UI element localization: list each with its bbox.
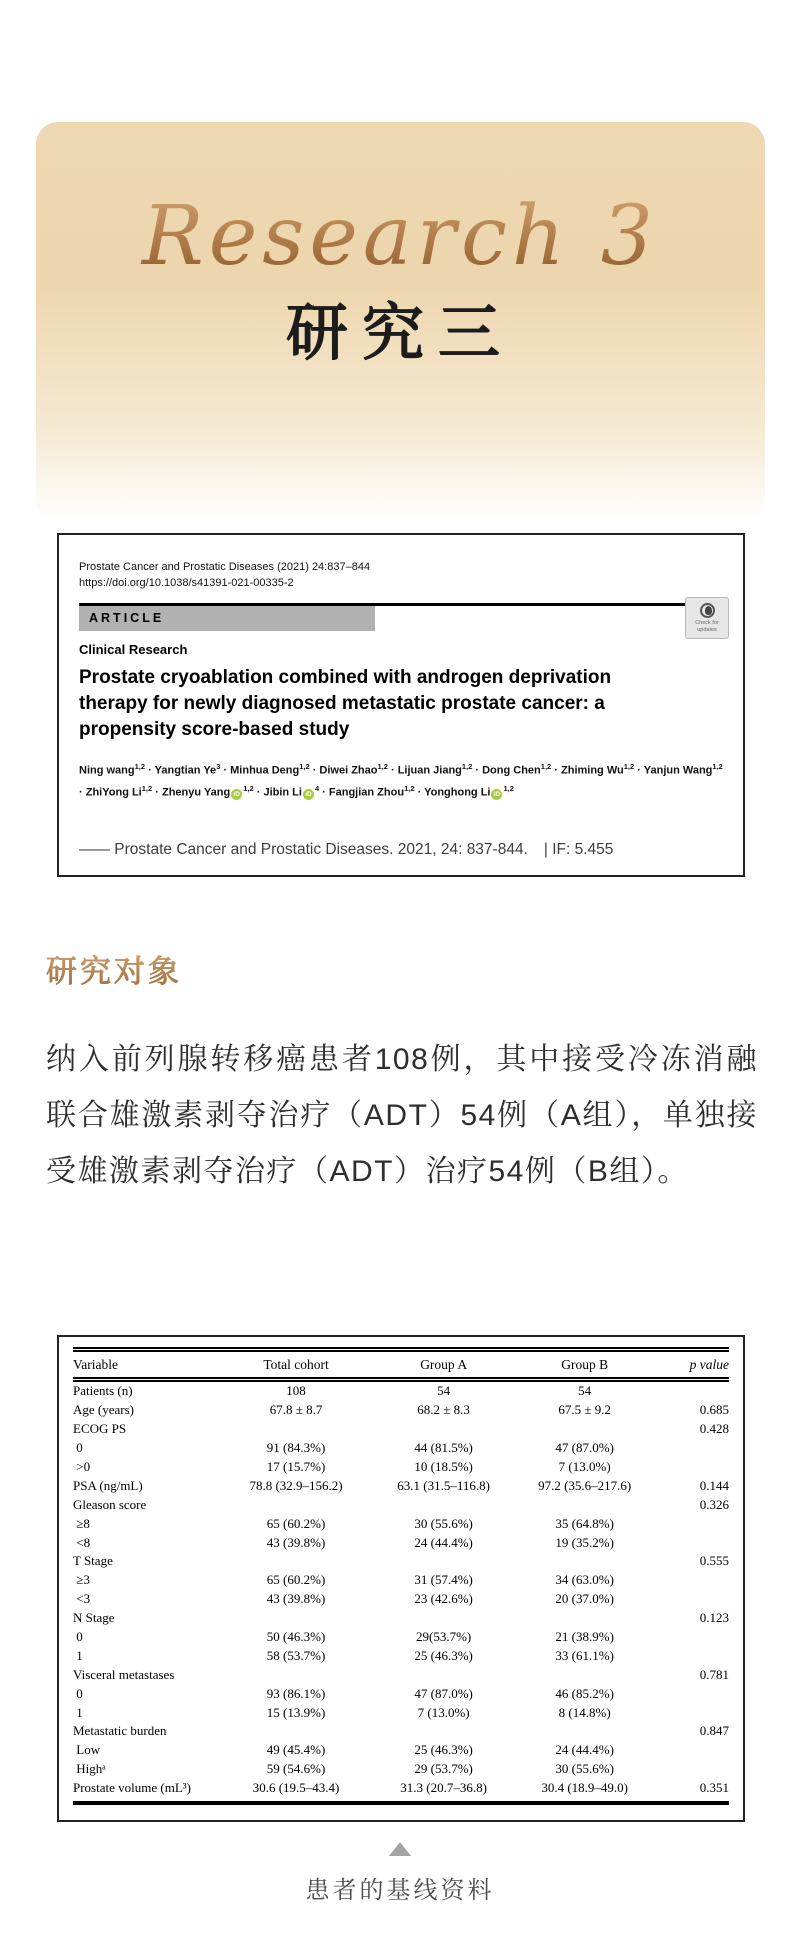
table-header-cell: Group A [420,1357,468,1372]
table-cell: 0.685 [699,1402,729,1418]
table-cell: 47 (87.0%) [414,1685,473,1701]
table-cell: 0.351 [699,1780,729,1796]
table-header-cell: Variable [73,1357,118,1372]
paper-title: Prostate cryoablation combined with androgen deprivation therapy for newly diagnosed metastatic prostate cancer: a propensity score-based study [79,667,612,740]
table-cell: 54 [437,1383,451,1399]
table-cell: ≥8 [73,1515,90,1531]
table-cell: 0 [73,1440,83,1456]
table-cell: 43 (39.8%) [266,1534,326,1550]
table-cell: Highᵃ [73,1761,106,1777]
table-cell: 50 (46.3%) [266,1629,326,1645]
table-row [73,1646,729,1665]
table-cell: 10 (18.5%) [414,1459,473,1474]
table-cell: Gleason score [73,1496,147,1512]
author-list: Ning wang$^{1,2}$ · Yangtian $Ye^3$ · Minhua Deng$^{1,2}$ · Diwei Zhao$^{1,2}$ · Lijuan Jiang$^{1,2}$ · Dong Chen$^{1,2}$ · Zhiming Wu$^{1,2}$ · Yanjun Wang$^{1,2}$ · ZhiYong Li$^{1,2}$ · Zhenyu Yang iD$^{1,2}$ · Jibin Li $iD^4$ · Fangjian Zhou$^{1,2}$ · Yonghong Li iD$^{1,2}$ [79,762,723,799]
table-cell: Metastatic burden [73,1723,167,1739]
table-cell: 30.6 (19.5–43.4) [252,1780,340,1796]
table-cell: Low [73,1742,101,1758]
section-heading: 研究对象 [46,946,182,991]
author-separator: · [253,786,264,799]
author-name: Diwei Zhao [319,764,378,777]
check-for-updates-badge [685,597,729,639]
table-header-cell: Total cohort [263,1357,329,1372]
table-cell: ECOG PS [73,1421,127,1437]
check-updates-label: Check for updates [695,619,719,633]
table-cell: 0.847 [699,1723,729,1739]
table-cell: 7 (13.0%) [558,1459,611,1474]
table-cell: 54 [578,1383,592,1399]
table-cell: 0.428 [699,1421,729,1437]
baseline-table-body [73,1382,729,1805]
author-separator: · [145,764,155,777]
author-name: Zhenyu Yang [161,786,231,799]
author-separator: · [309,764,320,777]
author-name: Minhua Deng [230,764,300,777]
table-header-cell: Group B [561,1357,609,1372]
table-cell: 65 (60.2%) [266,1572,326,1588]
table-cell: 44 (81.5%) [414,1440,473,1456]
author-name: Ning wang [79,764,135,777]
table-row [73,1420,729,1439]
table-row [73,1552,729,1571]
table-cell: 68.2 ± 8.3 [417,1402,470,1418]
table-row [73,1476,729,1495]
author-name: Jibin Li [263,786,302,799]
table-caption: 患者的基线资料 [305,1877,495,1904]
table-row [73,1760,729,1779]
table-cell: 65 (60.2%) [266,1515,326,1531]
table-cell: 20 (37.0%) [555,1591,614,1607]
table-cell: ≥3 [73,1572,90,1588]
table-cell: 30 (55.6%) [414,1515,473,1531]
table-cell: 35 (64.8%) [555,1515,614,1531]
footer [0,1842,800,1905]
table-cell: <3 [73,1591,91,1607]
table-cell: 0.555 [699,1553,729,1569]
table-cell: 0.781 [699,1666,729,1682]
doi-line: https://doi.org/10.1038/s41391-021-00335-2 [79,577,294,589]
author-separator: · [79,786,86,799]
research-script-title: Research 3 [0,196,800,278]
author-separator: · [634,764,644,777]
author-separator: · [152,786,162,799]
table-row [73,1590,729,1609]
table-row [73,1382,729,1401]
table-row [73,1514,729,1533]
table-cell: 31 (57.4%) [414,1572,473,1588]
author-name: Yangtian Ye [154,764,217,777]
table-row [73,1703,729,1722]
table-cell: 31.3 (20.7–36.8) [400,1780,487,1796]
table-row [73,1684,729,1703]
table-cell: 33 (61.1%) [555,1647,614,1663]
citation-text: —— Prostate Cancer and Prostatic Diseases. 2021, 24: 837-844. [79,841,528,858]
table-cell: 63.1 (31.5–116.8) [397,1477,490,1493]
orcid-icon: iD [491,789,502,800]
table-row [73,1458,729,1477]
author-name: Yonghong Li [424,786,491,799]
table-cell: 1 [73,1704,83,1720]
table-cell: 15 (13.9%) [266,1704,326,1720]
clinical-research-label: Clinical Research [79,642,188,657]
table-cell: Age (years) [73,1402,134,1418]
impact-factor: | IF: 5.455 [543,841,614,858]
table-cell: 1 [73,1647,83,1663]
author-separator: · [551,764,561,777]
author-name: Fangjian Zhou [328,786,405,799]
table-cell: 24 (44.4%) [414,1534,473,1550]
table-cell: 108 [286,1383,306,1399]
table-cell: 0.144 [699,1477,729,1493]
table-cell: >0 [73,1459,91,1474]
table-cell: 78.8 (32.9–156.2) [249,1477,343,1493]
table-cell: 0.123 [699,1610,729,1626]
table-cell: Prostate volume (mL³) [73,1780,191,1796]
table-cell: 43 (39.8%) [266,1591,326,1607]
author-separator: · [319,786,329,799]
table-row [73,1628,729,1647]
table-cell: 46 (85.2%) [555,1685,614,1701]
table-cell: 30.4 (18.9–49.0) [541,1780,628,1796]
table-row [73,1779,729,1798]
author-separator: · [472,764,483,777]
paper-card [57,533,745,877]
table-cell: 19 (35.2%) [555,1534,614,1550]
orcid-icon: iD [231,789,242,800]
author-name: ZhiYong Li [85,786,142,799]
table-cell: 67.5 ± 9.2 [558,1402,611,1418]
table-row [73,1665,729,1684]
author-separator: · [387,764,398,777]
table-cell: 67.8 ± 8.7 [269,1402,323,1418]
journal-line: Prostate Cancer and Prostatic Diseases (2021) 24:837–844 [79,561,371,573]
table-cell: 17 (15.7%) [266,1459,326,1474]
author-separator: · [414,786,425,799]
table-row [73,1533,729,1552]
table-cell: 0.326 [699,1496,729,1512]
research-cn-title: 研究三 [285,296,514,369]
table-cell: Visceral metastases [73,1666,175,1682]
table-cell: 23 (42.6%) [414,1591,473,1607]
table-row [73,1722,729,1741]
table-row [73,1741,729,1760]
table-header-row [73,1352,729,1377]
up-triangle-icon [389,1842,411,1856]
table-cell: 34 (63.0%) [555,1572,614,1588]
table-cell: 30 (55.6%) [555,1761,614,1777]
table-cell: 24 (44.4%) [555,1742,614,1758]
table-row [73,1439,729,1458]
table-cell: 25 (46.3%) [414,1647,473,1663]
table-cell: N Stage [73,1610,115,1626]
table-cell: 25 (46.3%) [414,1742,473,1758]
table-cell: Patients (n) [73,1383,133,1399]
table-cell: 7 (13.0%) [417,1704,470,1720]
table-cell: PSA (ng/mL) [73,1477,143,1493]
table-cell: 97.2 (35.6–217.6) [538,1477,632,1493]
table-cell: 49 (45.4%) [266,1742,326,1758]
table-cell: 58 (53.7%) [266,1647,326,1663]
table-cell: 59 (54.6%) [266,1761,326,1777]
table-row [73,1571,729,1590]
table-cell: 21 (38.9%) [555,1629,614,1645]
table-cell: <8 [73,1534,91,1550]
author-name: Lijuan Jiang [397,764,462,777]
author-name: Yanjun Wang [643,764,713,777]
table-cell: 0 [73,1685,83,1701]
table-cell: 29 (53.7%) [414,1761,473,1777]
table-header-cell: p value [689,1357,729,1372]
table-cell: 91 (84.3%) [266,1440,326,1456]
table-row [73,1495,729,1514]
orcid-icon: iD [303,789,314,800]
table-cell: 47 (87.0%) [555,1440,614,1456]
table-row [73,1609,729,1628]
section-body-text: 纳入前列腺转移癌患者108例，其中接受冷冻消融联合雄激素剥夺治疗（ADT）54例（A组），单独接受雄激素剥夺治疗（ADT）治疗54例（B组）。 [46,1043,758,1188]
check-updates-icon [700,603,715,618]
table-row [73,1401,729,1420]
author-name: Dong Chen [482,764,541,777]
citation-row [79,841,729,859]
table-cell: 8 (14.8%) [558,1704,611,1720]
table-cell: 93 (86.1%) [266,1685,326,1701]
table-cell: 0 [73,1629,83,1645]
table-cell: 29(53.7%) [416,1629,472,1645]
baseline-table-card [57,1335,745,1822]
article-label: ARTICLE [79,606,375,631]
author-name: Zhiming Wu [561,764,624,777]
author-separator: · [220,764,231,777]
table-cell: T Stage [73,1553,113,1569]
